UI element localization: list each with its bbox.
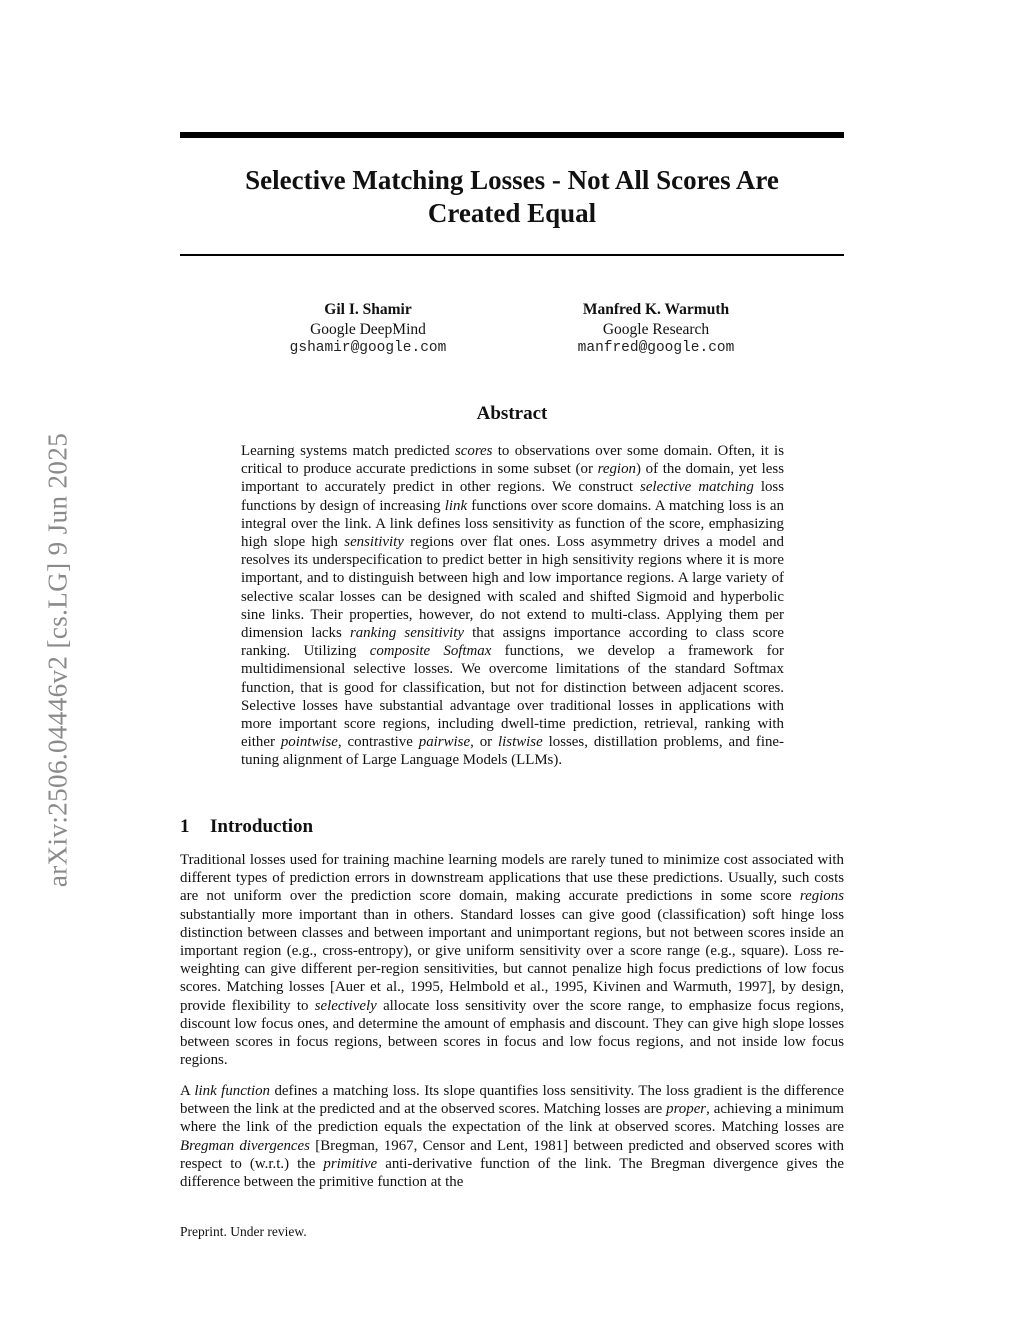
author-affiliation: Google DeepMind	[310, 320, 426, 338]
emphasized-text: link	[444, 497, 468, 514]
text-run: losses, distillation problems, and fine-tuning alignment of Large Language Models (LLMs).	[241, 734, 785, 769]
emphasized-text: selective matching	[640, 479, 754, 496]
text-run: regions over flat ones. Loss asymmetry drives a model and resolves its underspecification to predict better in high sensitivity regions where it is more important, and to distinguish between high and low importance regions. A large variety of selective scalar losses can be designed with scaled and shifted Sigmoid and hyperbolic sine links. Their properties, however, do not extend to multi-class. Applying them per dimension lacks	[241, 534, 784, 642]
author-email[interactable]: gshamir@google.com	[289, 340, 447, 356]
text-run: substantially more important than in others. Standard losses can give good (classification) soft hinge loss distinction between classes and between important and unimportant regions, but not between scores inside an important region (e.g., cross-entropy), or give uniform sensitivity over a score range (e.g., square). Loss re-weighting can give different per-region sensitivities, but cannot penalize high focus predictions of low focus scores. Matching losses [Auer et al., 1995, Helmbold et al., 1995, Kivinen and Warmuth, 1997], by design, provide flexibility to	[180, 906, 844, 1014]
text-run: defines a matching loss. Its slope quantifies loss sensitivity. The loss gradient is the difference between the link at the predicted and at the observed scores. Matching losses are	[180, 1083, 844, 1118]
intro-paragraph-2	[180, 1082, 844, 1191]
title-line-1: Selective Matching Losses - Not All Scores Are	[245, 165, 779, 195]
emphasized-text: pairwise	[418, 734, 471, 751]
text-run: anti-derivative function of the link. The Bregman divergence gives the difference between the primitive function at the	[180, 1155, 844, 1191]
emphasized-text: proper	[666, 1101, 707, 1118]
author-name: Manfred K. Warmuth	[582, 301, 730, 318]
paper-title	[180, 164, 844, 230]
text-run: that assigns importance according to class score ranking. Utilizing	[241, 625, 784, 660]
title-bottom-rule	[180, 254, 844, 256]
title-top-rule	[180, 132, 844, 138]
text-run: functions, we develop a framework for multidimensional selective losses. We overcome limitations of the standard Softmax function, that is good for classification, but not for distinction between adjacent scores. Selective losses have substantial advantage over traditional losses in applications with more important score regions, including dwell-time prediction, retrieval, ranking with either	[241, 643, 784, 751]
text-run: to observations over some domain. Often, it is critical to produce accurate predictions in some subset (or	[241, 443, 784, 478]
emphasized-text: listwise	[498, 734, 543, 751]
author-email[interactable]: manfred@google.com	[577, 340, 735, 356]
text-run: , or	[470, 734, 499, 751]
author-name: Gil I. Shamir	[324, 301, 412, 318]
emphasized-text: primitive	[323, 1155, 378, 1172]
arxiv-identifier: arXiv:2506.04446v2 [cs.LG] 9 Jun 2025	[42, 432, 73, 888]
text-run: loss functions by design of increasing	[241, 479, 784, 514]
title-line-2: Created Equal	[427, 198, 597, 228]
text-run: A	[180, 1083, 195, 1099]
emphasized-text: sensitivity	[344, 534, 404, 551]
author-affiliation: Google Research	[602, 320, 710, 338]
text-run: Learning systems match predicted	[241, 443, 455, 459]
text-run: Traditional losses used for training machine learning models are rarely tuned to minimize cost associated with different types of prediction errors in downstream applications that use these predictions. Usually, such costs are not uniform over the prediction score domain, making accurate predictions in some score	[180, 852, 844, 905]
abstract-heading: Abstract	[476, 403, 548, 424]
abstract-body	[241, 442, 784, 770]
text-run: , achieving a minimum where the link of the prediction equals the expectation of the link at observed scores. Matching losses are	[180, 1101, 844, 1136]
author-block-2	[516, 300, 796, 359]
footer-note: Preprint. Under review.	[180, 1224, 307, 1239]
emphasized-text: composite Softmax	[369, 643, 492, 660]
text-run: [Bregman, 1967, Censor and Lent, 1981] between predicted and observed scores with respect to (w.r.t.) the	[180, 1137, 844, 1172]
section-number: 1	[180, 816, 190, 837]
text-run: , contrastive	[337, 734, 419, 751]
intro-paragraph-1	[180, 851, 844, 1069]
text-run: ) of the domain, yet less important to accurately predict in other regions. We construct	[241, 461, 784, 496]
emphasized-text: region	[597, 461, 636, 478]
emphasized-text: pointwise	[280, 734, 338, 751]
text-run: allocate loss sensitivity over the score range, to emphasize focus regions, discount low focus ones, and determine the amount of emphasis and discount. They can give high slope losses between scores in focus regions, between scores in focus and low focus regions, and not inside low focus regions.	[180, 997, 844, 1069]
author-block-1	[228, 300, 508, 359]
emphasized-text: regions	[799, 888, 844, 905]
emphasized-text: scores	[454, 443, 493, 459]
text-run: functions over score domains. A matching loss is an integral over the link. A link defines loss sensitivity as function of the score, emphasizing high slope high	[241, 497, 784, 551]
emphasized-text: ranking sensitivity	[349, 625, 464, 642]
emphasized-text: selectively	[314, 997, 377, 1014]
emphasized-text: link function	[194, 1083, 270, 1099]
emphasized-text: Bregman divergences	[180, 1137, 310, 1154]
section-heading-introduction	[180, 816, 844, 838]
section-title: Introduction	[210, 816, 314, 837]
